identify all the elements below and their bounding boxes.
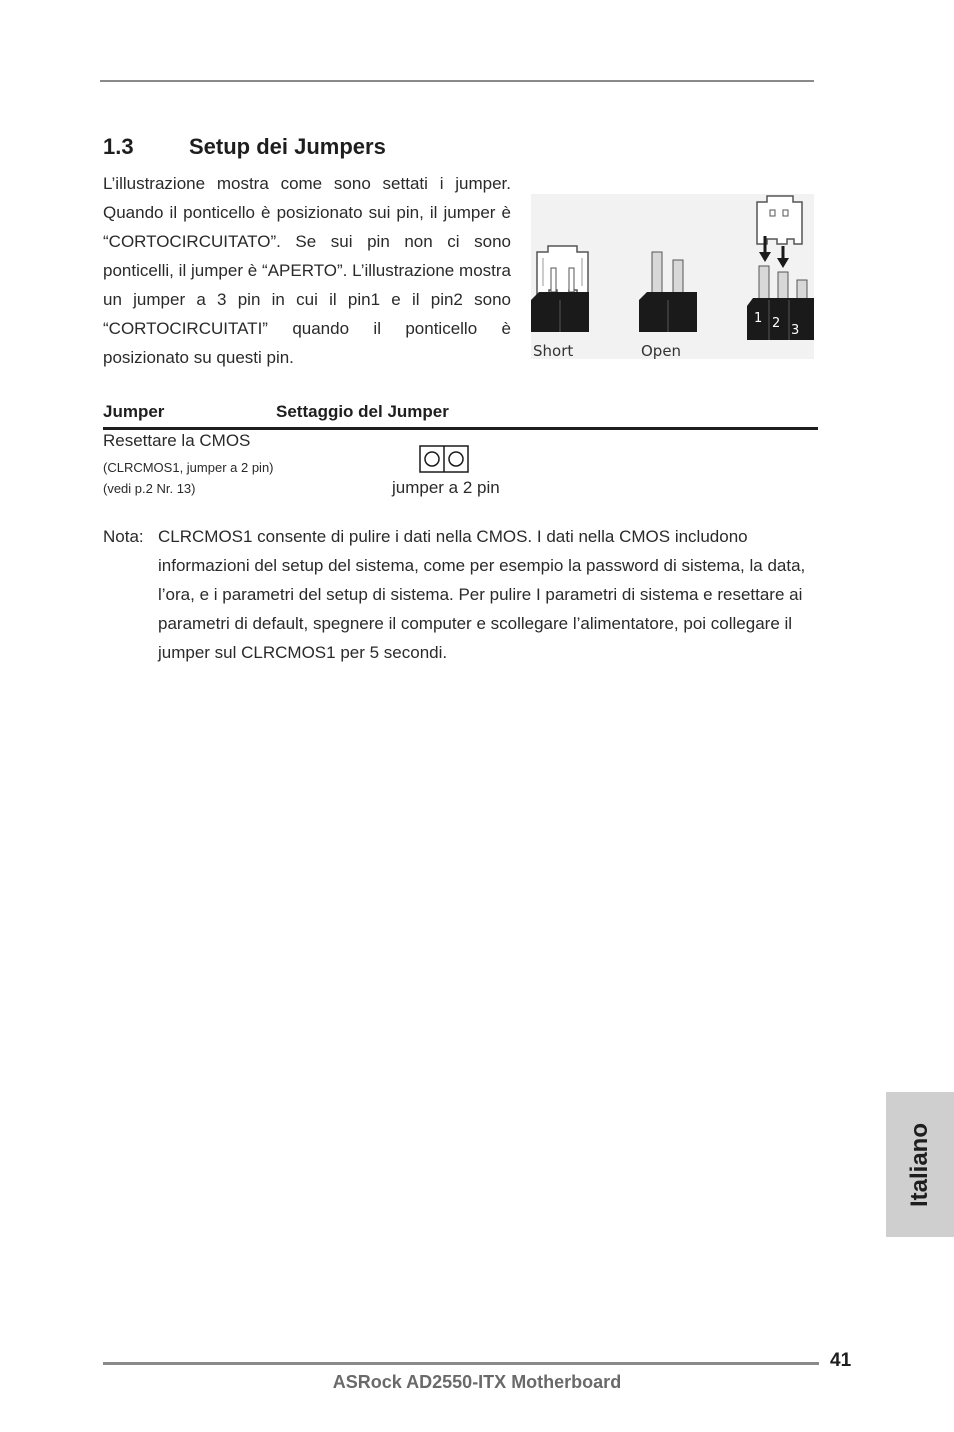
three-pin-cap-mark-1 (770, 210, 775, 216)
top-divider (100, 80, 814, 82)
language-tab-label: Italiano (906, 1122, 934, 1207)
three-pin-cap-mark-2 (783, 210, 788, 216)
jumper-illustration (531, 194, 814, 359)
pin-number-3: 3 (791, 323, 800, 338)
section-heading (103, 134, 386, 160)
open-label: Open (641, 342, 682, 359)
note-text: CLRCMOS1 consente di pulire i dati nella CMOS. I dati nella CMOS includono informazioni del setup del sistema, come per esempio la password di sistema, la data, l’ora, e i parametri del setup di sistema. Per pulire I parametri di sistema e resettare ai parametri di default, spegnere il computer e scollegare l’alimentatore, poi collegare il jumper sul CLRCMOS1 per 5 secondi. (158, 527, 806, 662)
short-cap-slot-1 (551, 268, 556, 292)
table-header-rule (103, 427, 818, 430)
bottom-divider (103, 1362, 819, 1365)
pin-number-2: 2 (772, 316, 781, 331)
language-side-tab (886, 1092, 954, 1237)
footer-title: ASRock AD2550-ITX Motherboard (332, 1372, 622, 1392)
note-label: Nota: (103, 527, 144, 546)
jumper-detail-1: (CLRCMOS1, jumper a 2 pin) (103, 460, 274, 475)
two-pin-jumper-icon (419, 445, 471, 473)
short-jumper-figure (531, 246, 589, 332)
setting-caption: jumper a 2 pin (392, 478, 500, 497)
short-jumper-cap (537, 246, 588, 296)
jumper-name: Resettare la CMOS (103, 431, 251, 450)
note-block (103, 522, 818, 667)
pin-number-1: 1 (754, 311, 763, 326)
jumper-detail-2: (vedi p.2 Nr. 13) (103, 481, 196, 496)
short-cap-slot-2 (569, 268, 574, 292)
column-header-setting: Settaggio del Jumper (276, 402, 449, 421)
page-number: 41 (830, 1350, 852, 1371)
table-header (103, 402, 818, 428)
section-number: 1.3 (103, 134, 134, 159)
short-label: Short (533, 342, 574, 359)
intro-paragraph: L’illustrazione mostra come sono settati i jumper. Quando il ponticello è posizionato sui pin, il jumper è “CORTOCIRCUITATO”. Se sui pin non ci sono ponticelli, il jumper è “APERTO”. L’illustrazione mostra un jumper a 3 pin in cui il pin1 e il pin2 sono “CORTOCIRCUITATI” quando il ponticello è posizionato su questi pin. (103, 174, 511, 367)
column-header-jumper: Jumper (103, 402, 165, 421)
section-title: Setup dei Jumpers (189, 134, 386, 159)
